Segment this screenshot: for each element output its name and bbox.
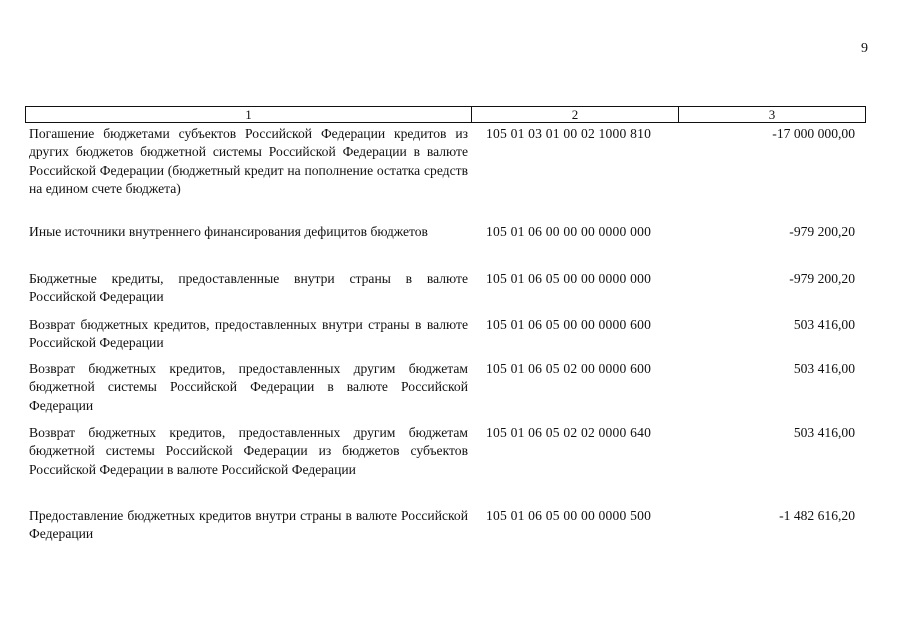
row-amount: -979 200,20 bbox=[789, 224, 855, 239]
row-name: Предоставление бюджетных кредитов внутри страны в валюте Российской Федерации bbox=[29, 508, 468, 542]
column-header-2: 2 bbox=[472, 107, 679, 123]
row-code: 105 01 06 05 02 02 0000 640 bbox=[486, 425, 652, 440]
row-name: Возврат бюджетных кредитов, предоставленных другим бюджетам бюджетной системы Российской Федерации в валюте Российской Федерации bbox=[29, 361, 468, 413]
row-name: Погашение бюджетами субъектов Российской Федерации кредитов из других бюджетов бюджетной системы Российской Федерации в валюте Российской Федерации (бюджетный кредит на пополнение остатка средств на едином счете бюджета) bbox=[29, 126, 468, 197]
row-amount: -1 482 616,20 bbox=[779, 508, 855, 523]
column-header-row bbox=[26, 107, 866, 123]
row-name: Возврат бюджетных кредитов, предоставленных внутри страны в валюте Российской Федерации bbox=[29, 317, 468, 351]
column-header-1: 1 bbox=[26, 107, 472, 123]
row-code: 105 01 03 01 00 02 1000 810 bbox=[486, 126, 652, 141]
row-name: Бюджетные кредиты, предоставленные внутри страны в валюте Российской Федерации bbox=[29, 271, 468, 305]
row-amount: 503 416,00 bbox=[793, 425, 855, 440]
row-code: 105 01 06 05 00 00 0000 600 bbox=[486, 317, 652, 332]
row-amount: 503 416,00 bbox=[793, 361, 855, 376]
column-header-3: 3 bbox=[679, 107, 866, 123]
row-code: 105 01 06 05 00 00 0000 000 bbox=[486, 271, 652, 286]
row-amount: -979 200,20 bbox=[789, 271, 855, 286]
column-header-table bbox=[25, 106, 866, 123]
page-number: 9 bbox=[861, 41, 868, 56]
row-name: Возврат бюджетных кредитов, предоставленных другим бюджетам бюджетной системы Российской Федерации из бюджетов субъектов Российской Федерации в валюте Российской Федерации bbox=[29, 425, 468, 477]
row-name: Иные источники внутреннего финансирования дефицитов бюджетов bbox=[29, 224, 428, 239]
row-amount: -17 000 000,00 bbox=[772, 126, 855, 141]
row-amount: 503 416,00 bbox=[793, 317, 855, 332]
row-code: 105 01 06 05 02 00 0000 600 bbox=[486, 361, 652, 376]
row-code: 105 01 06 00 00 00 0000 000 bbox=[486, 224, 652, 239]
row-code: 105 01 06 05 00 00 0000 500 bbox=[486, 508, 652, 523]
